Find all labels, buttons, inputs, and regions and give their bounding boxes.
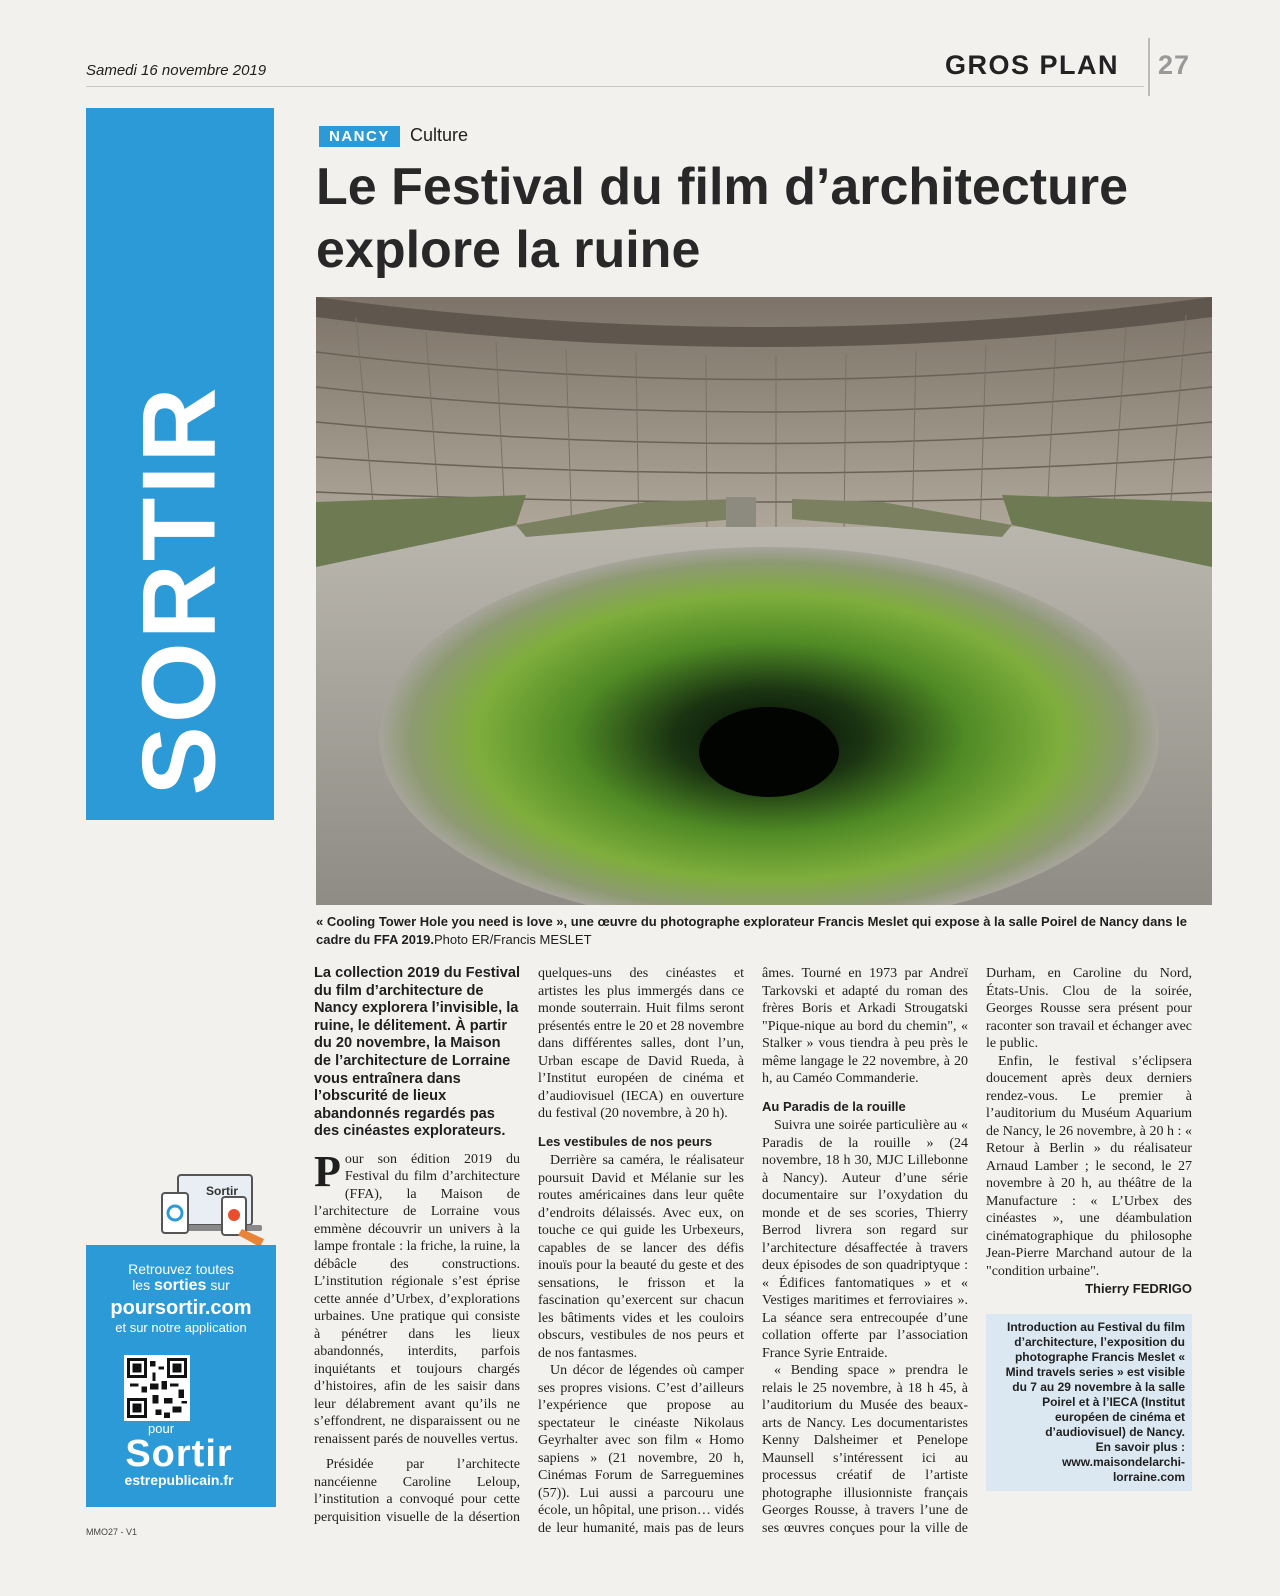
- article-paragraph-2: Présidée par l’architecte nancéienne Caroline Leloup, l’institution a convoqué pour cette perquisition visuelle de la désertion quelques-uns des cinéastes et artistes les plus immergés dans ce monde souterrain. Huit films seront présentés entre le 20 et 28 novembre dans différentes salles, dont l’un, Urban escape de David Rueda, à l’Institut européen de cinéma et d’audiovisuel (IECA) en ouverture du festival (20 novembre, à 20 h).: [314, 966, 744, 1525]
- paragraph-1-text: our son édition 2019 du Festival du film d’architecture (FFA), la Maison de l’architecture de Lorraine vous emmène découvrir un univers à la lampe frontale : la friche, la ruine, la débâcle des constructions. L’institution régionale s’est éprise cette année d’Urbex, d’explorations urbaines. Une pratique qui consiste à pénétrer dans les lieux abandonnés, interdits, parfois inquiétants et toujours chargés d’histoires, afin de les saisir dans leur délabrement avant qu’ils ne s’effondrent, ne disparaissent ou ne renaissent parés de nouvelles vertus.: [314, 1151, 520, 1447]
- article-paragraph-3: Derrière sa caméra, le réalisateur poursuit David et Mélanie sur les routes américaines dans leur quête d’endroits délaissés. Avec eux, on touche ce qui guide les Urbexeurs, capables de se lancer des défis inouïs pour la beauté du geste et des sensations, le frisson et la fascination qu’exercent sur chacun les bâtiments vides et les couloirs obscurs, vestibules de nos peurs et de nos fantasmes.: [538, 1153, 744, 1361]
- dropcap-flow: P: [314, 1146, 341, 1196]
- article-paragraph-5: Suivra une soirée particulière au « Paradis de la rouille » (24 novembre, 18 h 30, MJC Lillebonne à Nancy). Auteur d’une série documentaire sur l’oxydation du monde et de ses scories, Thierry Berrod livrera son regard sur l’architecture désaffectée à travers deux épisodes de son quadriptyque : « Édifices fantomatiques » et « Vestiges maritimes et ferroviaires ». La séance sera entrecoupée d’une collation offerte par l’association France Syrie Entraide.: [762, 1118, 968, 1361]
- photo-credit: Photo ER/Francis MESLET: [434, 932, 592, 947]
- section-title: GROS PLAN: [945, 50, 1120, 80]
- print-code: MMO27 - V1: [86, 1527, 138, 1537]
- pour-sortir-logo: [94, 1421, 264, 1488]
- article-paragraph-6: « Bending space » prendra le relais le 25 novembre, à 18 h 45, à l’auditorium du Musée des beaux-arts de Nancy. Les documentaristes Kenny Dalsheimer et Penelope Maunsell s’intéressent ici au processus créatif de l’artiste photographe illusionniste français Georges Rousse, à travers l’une de ses œuvres conçues pour la ville de Durham, en Caroline du Nord, États-Unis. Clou de la soirée, Georges Rousse sera présent pour raconter son travail et échanger avec le public.: [762, 966, 1192, 1536]
- city-tag: NANCY: [319, 126, 400, 147]
- info-more-label: En savoir plus :: [1095, 1439, 1185, 1454]
- author-signature: Thierry FEDRIGO: [1085, 1281, 1192, 1296]
- header-rule: [86, 86, 1144, 87]
- promo-sorties: sorties: [153, 1277, 207, 1294]
- page-number: 27: [1158, 50, 1191, 80]
- devices-illustration: [160, 1169, 270, 1249]
- subhead-vestibules: Les vestibules de nos peurs: [538, 1133, 713, 1149]
- article-paragraph-7: Enfin, le festival s’éclipsera doucement après deux derniers rendez-vous. Le premier à l’auditorium du Muséum Aquarium de Nancy, le 26 novembre, à 20 h : « Retour à Berlin » du réalisateur Arnaud Lamber ; le second, le 27 novembre à 20 h, au théâtre de la Manufacture : « L’Urbex des cinéastes », une déambulation cinématographique du philosophe Jean-Pierre Marchand autour de la "condition urbaine".: [986, 1053, 1192, 1279]
- brand-domain-link[interactable]: estrepublicain.fr: [124, 1472, 234, 1488]
- brand-name: Sortir: [125, 1433, 233, 1475]
- caption-text: « Cooling Tower Hole you need is love », une œuvre du photographe explorateur Francis Meslet qui expose à la salle Poirel de Nancy dans le cadre du FFA 2019.: [316, 914, 1187, 947]
- info-text: Introduction au Festival du film d’architecture, l’exposition du photographe Francis Meslet « Mind travels series » est visible du 7 au 29 novembre à la salle Poirel et à l’IECA (Institut européen de cinéma et d’audiovisuel) de Nancy.: [1005, 1319, 1185, 1439]
- promo-site-link[interactable]: poursortir.com: [110, 1297, 252, 1319]
- devices-label: Sortir: [206, 1184, 239, 1198]
- category-label: Culture: [410, 125, 469, 145]
- qr-code-icon[interactable]: [124, 1355, 190, 1421]
- promo-app-line: et sur notre application: [115, 1320, 247, 1335]
- article-paragraph-1: [314, 1146, 520, 1449]
- article-lead-flow: La collection 2019 du Festival du film d’architecture de Nancy explorera l’invisible, la ruine, le délitement. À partir du 20 novembre, la Maison de l’architecture de Lorraine vous entraînera dans l’obscurité de lieux abandonnés regardés pas des cinéastes explorateurs.: [314, 965, 521, 1140]
- article-body-flow: [314, 965, 1192, 1539]
- promo-sur: sur: [210, 1277, 230, 1293]
- article-paragraph-4: Un décor de légendes où camper ses propres visions. C’est d’ailleurs l’expérience que propose au spectateur le cinéaste Nikolaus Geyrhalter avec son film « Homo sapiens » (21 novembre, 20 h, Cinémas Forum de Sarreguemines (57)). Lui aussi a parcouru une école, un hôpital, une prison… vidés de leur humanité, mais pas de leurs âmes. Tourné en 1973 par Andreï Tarkovski et adapté du roman des frères Boris et Arkadi Strougatski "Pique-nique au bord du chemin", « Stalker » vous tiendra à peu près le même langage le 22 novembre, à 20 h, au Caméo Commanderie.: [538, 966, 968, 1536]
- promo-line-2: [86, 1277, 276, 1295]
- promo-les: les: [132, 1277, 151, 1293]
- promo-line-1: Retrouvez toutes: [128, 1261, 234, 1277]
- sidebar-label: SORTIR: [121, 384, 238, 796]
- info-url-link[interactable]: www.maisondelarchi-lorraine.com: [1062, 1454, 1185, 1484]
- brand-pour: pour: [148, 1421, 175, 1436]
- issue-date: Samedi 16 novembre 2019: [86, 62, 267, 79]
- cooling-tower-photo: [316, 297, 1212, 905]
- info-box: [986, 1314, 1192, 1491]
- headline: Le Festival du film d’architecture explore la ruine: [316, 158, 1128, 279]
- header-divider: [1148, 38, 1150, 96]
- photo-caption: [316, 913, 1196, 949]
- subhead-rouille: Au Paradis de la rouille: [762, 1098, 906, 1114]
